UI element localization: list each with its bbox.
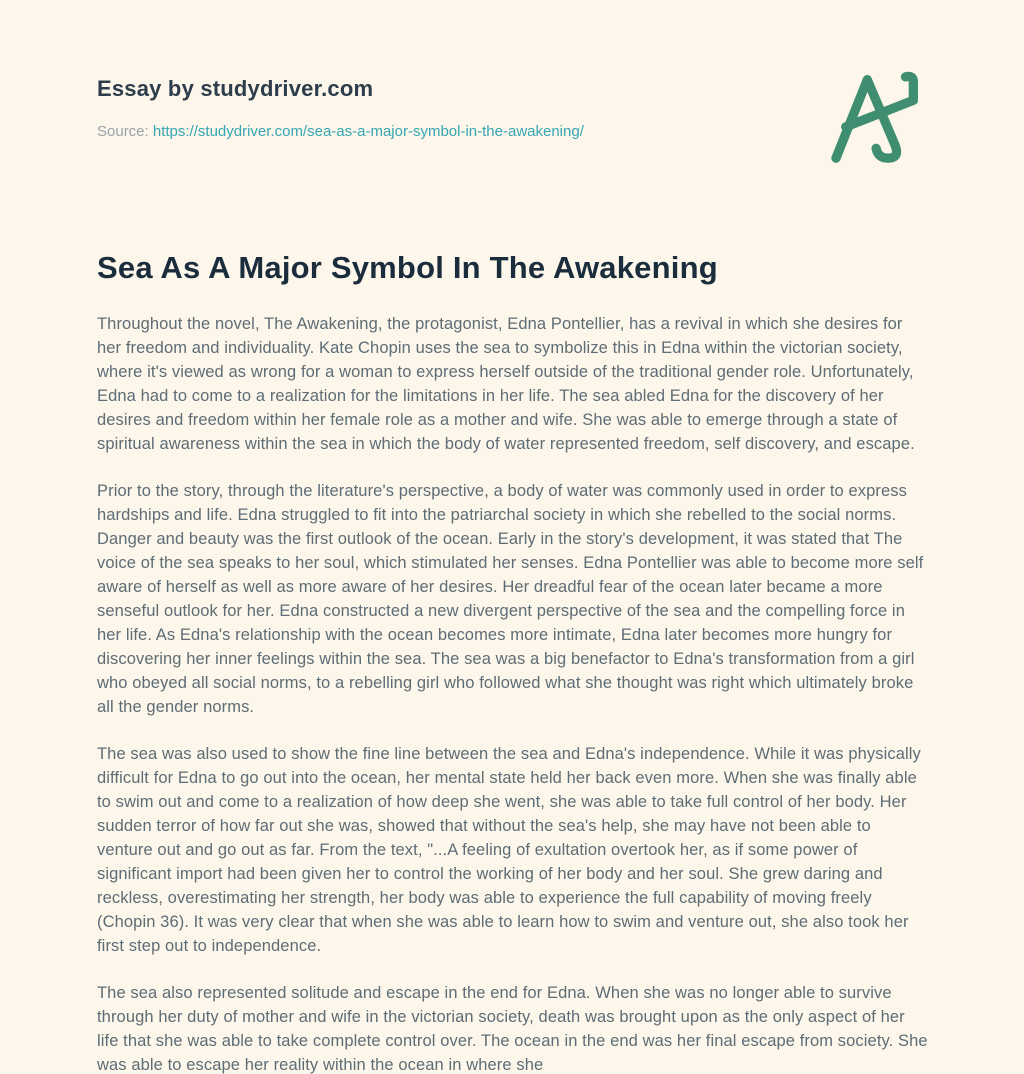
studydriver-logo-icon	[828, 70, 936, 164]
source-link[interactable]: https://studydriver.com/sea-as-a-major-symbol-in-the-awakening/	[152, 123, 584, 140]
source-line	[97, 123, 928, 140]
essay-paragraph: The sea also represented solitude and escape in the end for Edna. When she was no longer able to survive through her duty of mother and wife in the victorian society, death was brought upon as the only aspect of her life that she was able to take complete control over. The ocean in the end was her final escape from society. She was able to escape her reality within the ocean in where she	[97, 984, 928, 1074]
essay-paragraph: Throughout the novel, The Awakening, the protagonist, Edna Pontellier, has a revival in which she desires for her freedom and individuality. Kate Chopin uses the sea to symbolize this in Edna within the victorian society, where it's viewed as wrong for a woman to express herself outside of the traditional gender role. Unfortunately, Edna had to come to a realization for the limitations in her life. The sea abled Edna for the discovery of her desires and freedom within her female role as a mother and wife. She was able to emerge through a state of spiritual awareness within the sea in which the body of water represented freedom, self discovery, and escape.	[97, 315, 915, 453]
essay-title: Sea As A Major Symbol In The Awakening	[97, 250, 718, 285]
essay-paragraph: Prior to the story, through the literature's perspective, a body of water was commonly used in order to express hardships and life. Edna struggled to fit into the patriarchal society in which she rebelled to the social norms. Danger and beauty was the first outlook of the ocean. Early in the story's development, it was stated that The voice of the sea speaks to her soul, which stimulated her senses. Edna Pontellier was able to become more self aware of herself as well as more aware of her desires. Her dreadful fear of the ocean later became a more senseful outlook for her. Edna constructed a new divergent perspective of the sea and the compelling force in her life. As Edna's relationship with the ocean becomes more intimate, Edna later becomes more hungry for discovering her inner feelings within the sea. The sea was a big benefactor to Edna's transformation from a girl who obeyed all social norms, to a rebelling girl who followed what she thought was right which ultimately broke all the gender norms.	[97, 482, 924, 716]
essay-paragraph: The sea was also used to show the fine line between the sea and Edna's independence. While it was physically difficult for Edna to go out into the ocean, her mental state held her back even more. When she was finally able to swim out and come to a realization of how deep she went, she was able to take full control of her body. Her sudden terror of how far out she was, showed that without the sea's help, she may have not been able to venture out and go out as far. From the text, "...A feeling of exultation overtook her, as if some power of significant import had been given her to control the working of her body and her soul. She grew daring and reckless, overestimating her strength, her body was able to experience the full capability of moving freely (Chopin 36). It was very clear that when she was able to learn how to swim and venture out, she also took her first step out to independence.	[97, 745, 921, 955]
essay-body	[97, 312, 928, 1074]
source-label: Source:	[97, 123, 149, 140]
essay-byline: Essay by studydriver.com	[97, 76, 374, 101]
